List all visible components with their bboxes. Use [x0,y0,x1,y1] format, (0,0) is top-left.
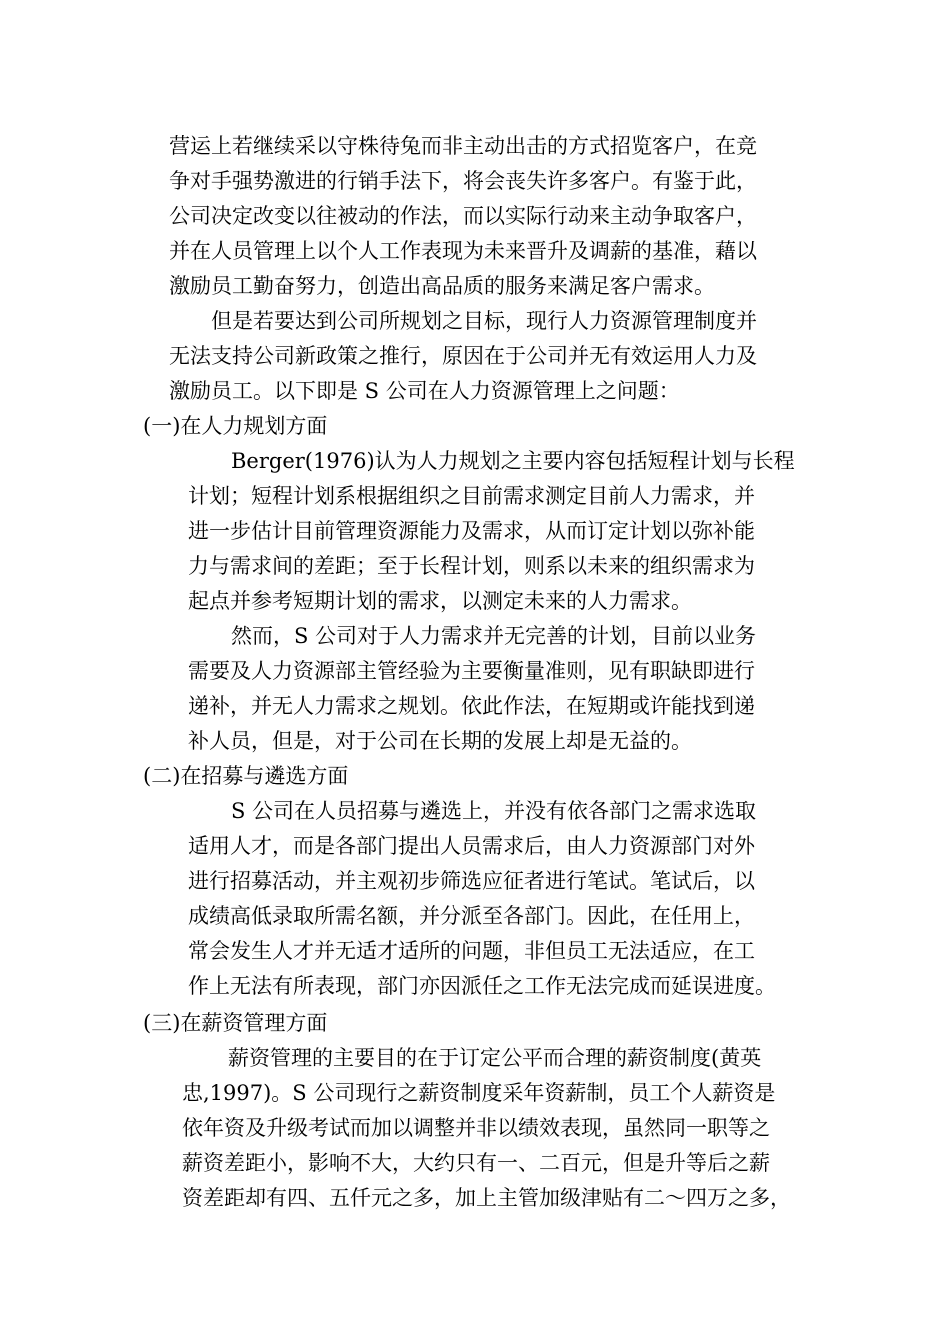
paragraph-line: 薪资管理的主要目的在于订定公平而合理的薪资制度(黄英 [228,1046,762,1070]
intro-line: 并在人员管理上以个人工作表现为未来晋升及调薪的基准，藉以 [169,239,757,263]
section-heading: (三)在薪资管理方面 [143,1011,328,1035]
intro-line: 营运上若继续采以守株待兔而非主动出击的方式招览客户，在竞 [169,134,757,158]
intro-line: 激励员工勤奋努力，创造出高品质的服务来满足客户需求。 [169,274,715,298]
paragraph-line: 忠,1997)。S 公司现行之薪资制度采年资薪制，员工个人薪资是 [182,1081,776,1105]
section-heading: (一)在人力规划方面 [143,414,328,438]
paragraph-line: 激励员工。以下即是 S 公司在人力资源管理上之问题： [169,379,680,403]
paragraph-line: 然而，S 公司对于人力需求并无完善的计划，目前以业务 [231,624,757,648]
paragraph-line: S 公司在人员招募与遴选上，并没有依各部门之需求选取 [231,799,757,823]
paragraph-line: 需要及人力资源部主管经验为主要衡量准则，见有职缺即进行 [188,659,755,683]
paragraph-line: Berger(1976)认为人力规划之主要内容包括短程计划与长程 [231,449,795,473]
paragraph-line: 进行招募活动，并主观初步筛选应征者进行笔试。笔试后，以 [188,869,755,893]
intro-line: 争对手强势激进的行销手法下，将会丧失许多客户。有鉴于此， [169,169,757,193]
paragraph-line: 资差距却有四、五仟元之多，加上主管加级津贴有二～四万之多， [182,1186,791,1210]
paragraph-line: 无法支持公司新政策之推行，原因在于公司并无有效运用人力及 [169,344,757,368]
paragraph-line: 常会发生人才并无适才适所的问题，非但员工无法适应，在工 [188,939,755,963]
intro-line: 公司决定改变以往被动的作法，而以实际行动来主动争取客户， [169,204,757,228]
paragraph-line: 计划；短程计划系根据组织之目前需求测定目前人力需求，并 [188,484,755,508]
paragraph-line: 力与需求间的差距；至于长程计划，则系以未来的组织需求为 [188,554,755,578]
paragraph-line: 补人员，但是，对于公司在长期的发展上却是无益的。 [188,729,692,753]
paragraph-line: 作上无法有所表现，部门亦因派任之工作无法完成而延误进度。 [188,974,776,998]
paragraph-line: 递补，并无人力需求之规划。依此作法，在短期或许能找到递 [188,694,755,718]
paragraph-line: 但是若要达到公司所规划之目标，现行人力资源管理制度并 [211,309,757,333]
paragraph-line: 薪资差距小，影响不大，大约只有一、二百元，但是升等后之薪 [182,1151,770,1175]
paragraph-line: 起点并参考短期计划的需求，以测定未来的人力需求。 [188,589,692,613]
paragraph-line: 成绩高低录取所需名额，并分派至各部门。因此，在任用上， [188,904,755,928]
section-heading: (二)在招募与遴选方面 [143,764,349,788]
paragraph-line: 进一步估计目前管理资源能力及需求，从而订定计划以弥补能 [188,519,755,543]
paragraph-line: 依年资及升级考试而加以调整并非以绩效表现，虽然同一职等之 [182,1116,770,1140]
paragraph-line: 适用人才，而是各部门提出人员需求后，由人力资源部门对外 [188,834,755,858]
